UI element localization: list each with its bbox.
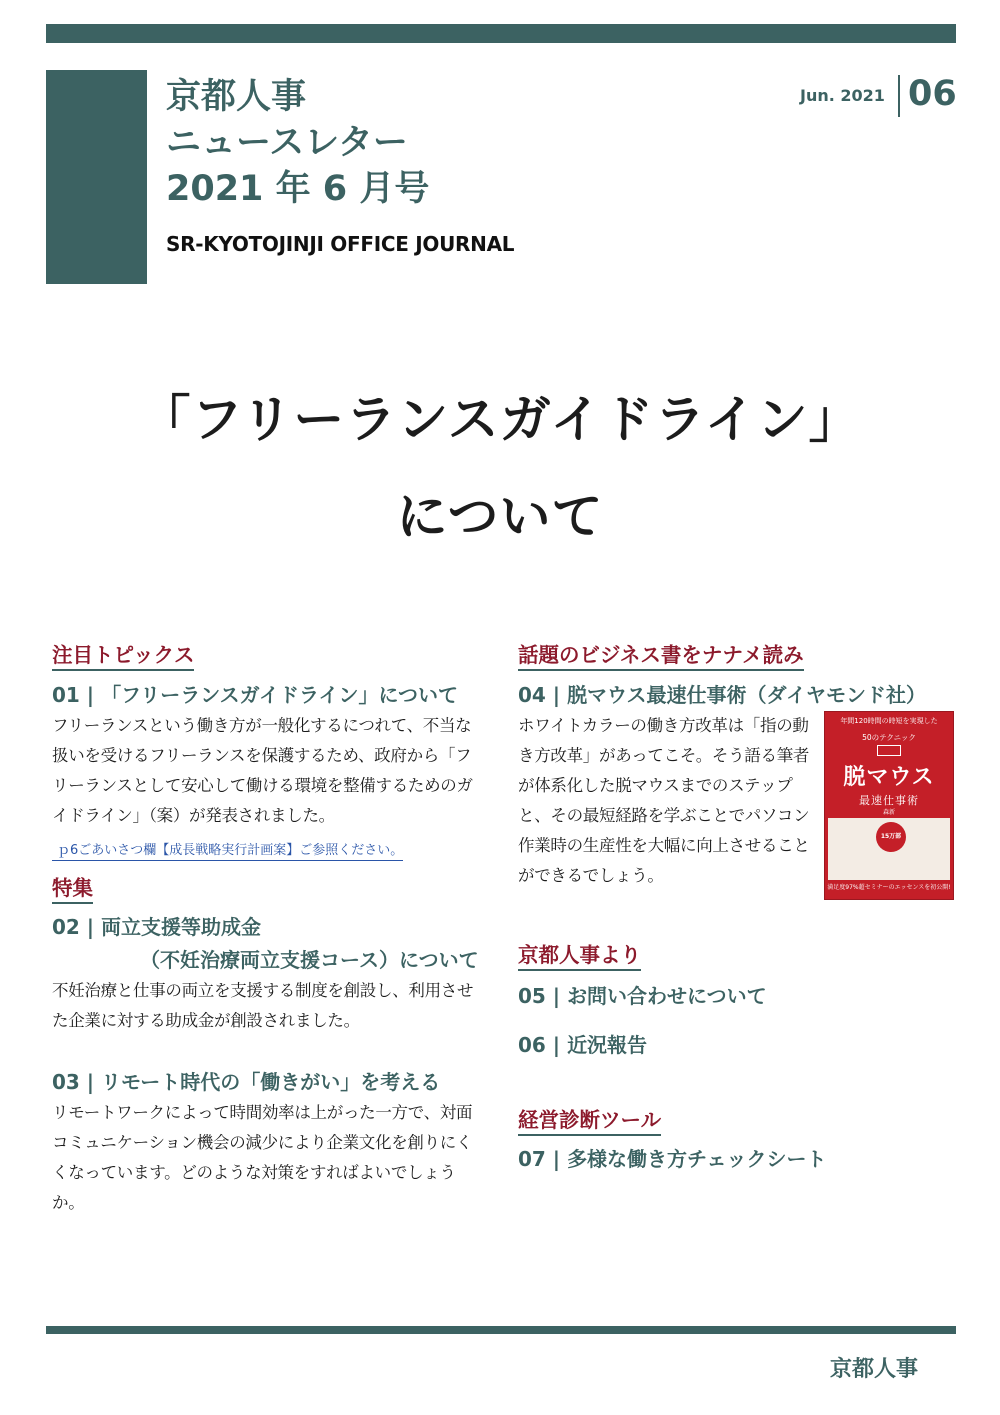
item-04-title: 04 | 脱マウス最速仕事術（ダイヤモンド社） <box>518 683 927 707</box>
newsletter-title-line2: ニュースレター <box>166 123 408 163</box>
item-03-body: リモートワークによって時間効率は上がった一方で、対面コミュニケーション機会の減少により企業文化を創りにくくなっています。どのような対策をすればよいでしょうか。 <box>52 1103 473 1212</box>
section-title-special-feature: 特集 <box>52 871 93 904</box>
section-title-from-kyotojinji: 京都人事より <box>518 938 641 971</box>
book-cover-image <box>824 711 954 900</box>
item-05-title: 05 | お問い合わせについて <box>518 984 767 1008</box>
main-headline <box>0 372 1000 566</box>
keyboard-icon <box>877 745 901 756</box>
section-title-diagnosis-tool: 経営診断ツール <box>518 1103 661 1136</box>
item-02-title: 02 | 両立支援等助成金 <box>52 915 262 939</box>
book-cover-footer: 満足度97%超セミナーのエッセンスを初公開! <box>827 884 951 891</box>
section-title-business-books: 話題のビジネス書をナナメ読み <box>518 638 804 671</box>
item-07-title: 07 | 多様な働き方チェックシート <box>518 1147 827 1171</box>
section-title-featured-topics: 注目トピックス <box>52 638 194 671</box>
newsletter-title-line3: 2021 年 6 月号 <box>166 169 430 209</box>
item-01-note: ｐ6ごあいさつ欄【成長戦略実行計画案】ご参照ください。 <box>52 839 403 861</box>
main-headline-line2: について <box>396 488 604 547</box>
book-cover-title: 脱マウス <box>843 765 935 790</box>
issue-divider <box>898 75 900 117</box>
right-column <box>518 638 954 1172</box>
item-04-body: ホワイトカラーの働き方改革は「指の動き方改革」があってこそ。そう語る筆者が体系化した脱マウスまでのステップと、その最短経路を学ぶことでパソコン作業時の生産性を大幅に向上させることができるでしょう。 <box>518 716 810 885</box>
bottom-accent-bar <box>46 1326 956 1334</box>
book-cover-author: 森新 <box>882 809 895 816</box>
book-cover-badge: 15万部 <box>876 822 906 852</box>
top-accent-bar <box>46 24 956 43</box>
left-column <box>52 638 484 1218</box>
item-02-title-sub: （不妊治療両立支援コース）について <box>140 948 479 972</box>
item-06-title: 06 | 近況報告 <box>518 1033 648 1057</box>
item-04-content <box>518 711 954 900</box>
book-cover-panel <box>828 818 950 880</box>
newsletter-title <box>166 74 429 212</box>
newsletter-title-line1: 京都人事 <box>166 77 307 117</box>
book-cover-title2: 最速仕事術 <box>859 794 919 807</box>
item-01-body: フリーランスという働き方が一般化するにつれて、不当な扱いを受けるフリーランスを保護するため、政府から「フリーランスとして安心して働ける環境を整備するためのガイドライン」（案）が発表されました。 <box>52 716 473 825</box>
issue-number: 06 <box>908 74 957 114</box>
issue-date: Jun. 2021 <box>800 86 885 105</box>
item-03-title: 03 | リモート時代の「働きがい」を考える <box>52 1070 441 1094</box>
book-cover-tagline: 年間120時間の時短を実現した <box>840 717 938 725</box>
journal-name: SR-KYOTOJINJI OFFICE JOURNAL <box>166 232 515 256</box>
book-cover-subtitle: 50のテクニック <box>862 733 916 742</box>
item-02-body: 不妊治療と仕事の両立を支援する制度を創設し、利用させた企業に対する助成金が創設されました。 <box>52 981 474 1030</box>
footer-company-name: 京都人事 <box>830 1357 919 1382</box>
main-headline-line1: 「フリーランスガイドライン」 <box>139 391 861 450</box>
item-01-title: 01 | 「フリーランスガイドライン」について <box>52 683 459 707</box>
masthead-color-block <box>46 70 147 284</box>
